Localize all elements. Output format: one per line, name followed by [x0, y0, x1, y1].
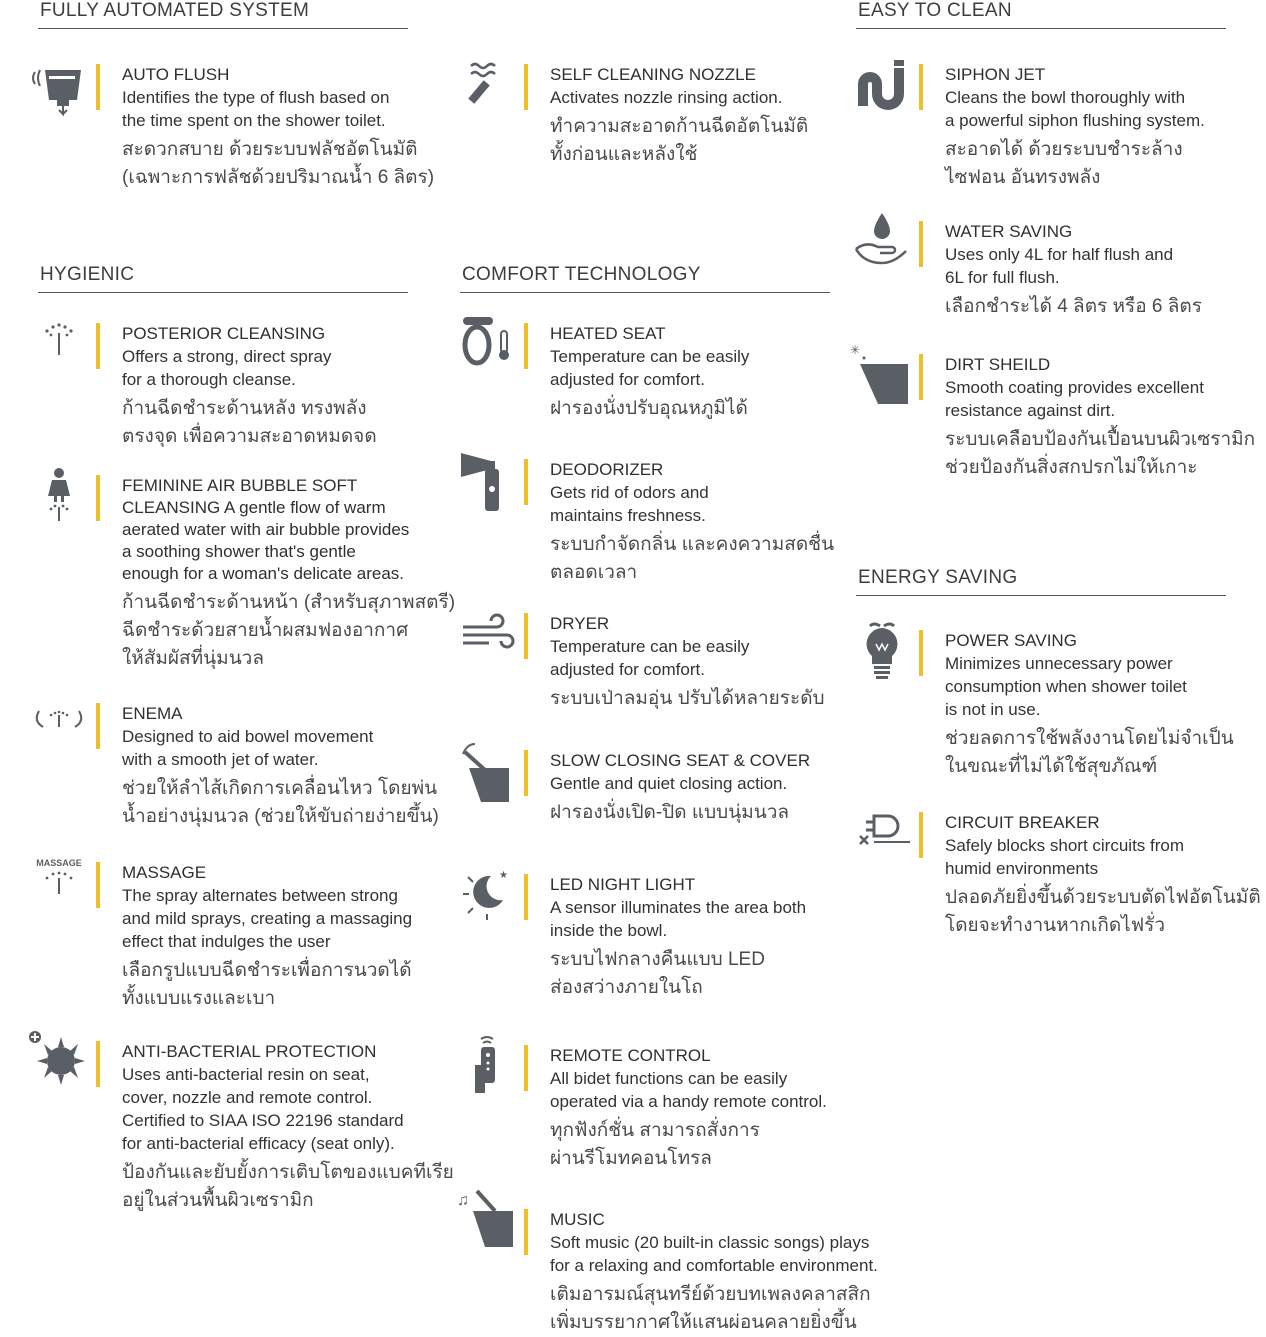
- feature-desc: Temperature can be easily adjusted for comfort.: [550, 347, 750, 389]
- slow-close-icon: [455, 740, 519, 804]
- feature-thai: ช่วยให้ลำไส้เกิดการเคลื่อนไหว โดยพ่น น้ำอย่างนุ่มนวล (ช่วยให้ขับถ่ายง่ายขึ้น): [122, 778, 439, 827]
- accent-bar: [919, 812, 923, 858]
- feature-water-saving: [945, 221, 1202, 321]
- massage-icon-label: MASSAGE: [36, 858, 82, 868]
- feature-dirt-shield: [850, 344, 1256, 482]
- feature-massage: [36, 858, 413, 1013]
- feature-title: WATER SAVING: [945, 222, 1073, 241]
- feature-circuit-breaker: [945, 812, 1261, 940]
- feature-title: DEODORIZER: [550, 460, 664, 479]
- svg-text:★: ★: [499, 870, 508, 881]
- remote-control-icon: [455, 1035, 519, 1099]
- wind-icon: [455, 603, 519, 667]
- feature-thai: เติมอารมณ์สุนทรีย์ด้วยบทเพลงคลาสสิก เพิ่มบรรยากาศให้แสนผ่อนคลายยิ่งขึ้น: [550, 1284, 871, 1333]
- massage-spray-icon: [27, 852, 91, 916]
- section-comfort: COMFORT TECHNOLOGY: [462, 264, 701, 285]
- feature-dryer: [550, 613, 825, 713]
- feature-title: REMOTE CONTROL: [550, 1046, 711, 1065]
- feature-desc: All bidet functions can be easily operated via a handy remote control.: [550, 1069, 827, 1111]
- spray-icon: [27, 313, 91, 377]
- feature-thai: ฝารองนั่งปรับอุณหภูมิได้: [550, 398, 748, 419]
- feature-desc: Uses only 4L for half flush and 6L for full flush.: [945, 245, 1174, 287]
- feature-desc: Identifies the type of flush based on the time spent on the shower toilet.: [122, 88, 390, 130]
- feature-desc: Minimizes unnecessary power consumption when shower toilet is not in use.: [945, 654, 1187, 719]
- feature-antibacterial: [122, 1041, 454, 1215]
- feature-thai: ทำความสะอาดก้านฉีดอัตโนมัติ ทั้งก่อนและหลังใช้: [550, 116, 809, 165]
- accent-bar: [96, 1041, 100, 1087]
- bulb-icon: [850, 620, 914, 684]
- feature-thai: ระบบกำจัดกลิ่น และคงความสดชื่น ตลอดเวลา: [550, 534, 835, 583]
- feature-desc: Offers a strong, direct spray for a thorough cleanse.: [122, 347, 332, 389]
- accent-bar: [524, 1045, 528, 1091]
- feature-desc: Soft music (20 built-in classic songs) plays for a relaxing and comfortable environment.: [550, 1233, 878, 1275]
- toilet-shine-icon: [850, 344, 914, 408]
- accent-bar: [524, 64, 528, 110]
- water-drop-hand-icon: [850, 211, 914, 275]
- feature-desc: Designed to aid bowel movement with a smooth jet of water.: [122, 727, 374, 769]
- feature-title: ENEMA: [122, 704, 183, 723]
- feature-title: SELF CLEANING NOZZLE: [550, 65, 756, 84]
- accent-bar: [96, 64, 100, 110]
- feature-title: DIRT SHEILD: [945, 355, 1051, 374]
- feature-desc: Cleans the bowl thoroughly with a powerful siphon flushing system.: [945, 88, 1205, 130]
- heated-seat-icon: [455, 313, 519, 377]
- woman-spray-icon: [27, 465, 91, 529]
- divider: [856, 28, 1226, 29]
- feature-desc: Gentle and quiet closing action.: [550, 774, 788, 793]
- feature-desc: Temperature can be easily adjusted for comfort.: [550, 637, 750, 679]
- divider: [38, 292, 408, 293]
- moon-icon: [455, 864, 519, 928]
- feature-enema: [122, 703, 439, 831]
- feature-remote: [550, 1045, 827, 1173]
- enema-icon: [27, 693, 91, 757]
- feature-desc: Smooth coating provides excellent resistance against dirt.: [945, 378, 1204, 420]
- feature-thai: สะดวกสบาย ด้วยระบบฟลัชอัตโนมัติ (เฉพาะการฟลัชด้วยปริมาณน้ำ 6 ลิตร): [122, 139, 435, 188]
- feature-thai: ระบบเป่าลมอุ่น ปรับได้หลายระดับ: [550, 688, 825, 709]
- feature-desc: Activates nozzle rinsing action.: [550, 88, 783, 107]
- accent-bar: [919, 630, 923, 676]
- feature-thai: สะอาดได้ ด้วยระบบชำระล้าง ไซฟอน อันทรงพลัง: [945, 139, 1183, 188]
- feature-thai: ระบบเคลือบป้องกันเปื้อนบนผิวเซรามิก ช่วยป้องกันสิ่งสกปรกไม่ให้เกาะ: [945, 429, 1256, 478]
- divider: [856, 595, 1226, 596]
- feature-thai: ป้องกันและยับยั้งการเติบโตของแบคทีเรีย อยู่ในส่วนพื้นผิวเซรามิก: [122, 1162, 454, 1211]
- feature-slow-closing: [550, 750, 810, 827]
- feature-title: HEATED SEAT: [550, 324, 666, 343]
- feature-title: POWER SAVING: [945, 631, 1077, 650]
- accent-bar: [524, 750, 528, 796]
- feature-desc: Uses anti-bacterial resin on seat, cover, nozzle and remote control. Certified to SIAA ISO 22196 standard for anti-bacterial efficacy (seat only).: [122, 1065, 404, 1153]
- divider: [460, 292, 830, 293]
- anti-bacteria-icon: [27, 1031, 91, 1095]
- toilet-flush-icon: [27, 54, 91, 118]
- feature-siphon: [945, 64, 1205, 192]
- feature-feminine: [122, 475, 455, 673]
- accent-bar: [919, 354, 923, 400]
- plug-icon: [850, 802, 914, 866]
- accent-bar: [96, 323, 100, 369]
- feature-thai: ปลอดภัยยิ่งขึ้นด้วยระบบตัดไฟอัตโนมัติ โดยจะทำงานหากเกิดไฟรั่ว: [945, 887, 1261, 936]
- feature-desc: The spray alternates between strong and mild sprays, creating a massaging effect that indulges the user: [122, 886, 413, 951]
- feature-thai: เลือกรูปแบบฉีดชำระเพื่อการนวดได้ ทั้งแบบแรงและเบา: [122, 960, 412, 1009]
- feature-desc: Safely blocks short circuits from humid environments: [945, 836, 1185, 878]
- deodorizer-spray-icon: [455, 449, 519, 513]
- feature-title: MASSAGE: [122, 863, 207, 882]
- feature-thai: ก้านฉีดชำระด้านหลัง ทรงพลัง ตรงจุด เพื่อความสะอาดหมดจด: [122, 398, 377, 447]
- divider: [38, 28, 408, 29]
- feature-desc: Gets rid of odors and maintains freshness.: [550, 483, 709, 525]
- accent-bar: [919, 64, 923, 110]
- accent-bar: [524, 613, 528, 659]
- accent-bar: [524, 459, 528, 505]
- feature-title: MUSIC: [550, 1210, 605, 1229]
- feature-thai: ก้านฉีดชำระด้านหน้า (สำหรับสุภาพสตรี) ฉีดชำระด้วยสายน้ำผสมฟองอากาศ ให้สัมผัสที่นุ่มนวล: [122, 592, 456, 669]
- feature-title: POSTERIOR CLEANSING: [122, 324, 326, 343]
- feature-thai: ช่วยลดการใช้พลังงานโดยไม่จำเป็น ในขณะที่ไม่ได้ใช้สุขภัณฑ์: [945, 728, 1234, 777]
- feature-posterior: [122, 323, 377, 451]
- feature-title: ANTI-BACTERIAL PROTECTION: [122, 1042, 377, 1061]
- feature-music: [457, 1192, 878, 1337]
- section-easy-to-clean: EASY TO CLEAN: [858, 0, 1012, 21]
- accent-bar: [524, 874, 528, 920]
- svg-text:♫: ♫: [457, 1192, 469, 1209]
- accent-bar: [524, 323, 528, 369]
- feature-deodorizer: [550, 459, 834, 587]
- feature-thai: ทุกฟังก์ชั่น สามารถสั่งการ ผ่านรีโมทคอนโทรล: [550, 1120, 760, 1169]
- nozzle-icon: [455, 54, 519, 118]
- accent-bar: [524, 1209, 528, 1255]
- feature-night-light: [499, 870, 807, 1002]
- feature-self-cleaning: [550, 64, 808, 169]
- section-hygienic: HYGIENIC: [40, 264, 135, 285]
- siphon-jet-icon: [850, 54, 914, 118]
- feature-desc: A sensor illuminates the area both inside the bowl.: [550, 898, 807, 940]
- accent-bar: [96, 862, 100, 908]
- feature-title: CIRCUIT BREAKER: [945, 813, 1100, 832]
- feature-title: SIPHON JET: [945, 65, 1046, 84]
- section-energy: ENERGY SAVING: [858, 567, 1018, 588]
- svg-text:✳: ✳: [850, 344, 861, 357]
- feature-thai: ฝารองนั่งเปิด-ปิด แบบนุ่มนวล: [550, 802, 790, 823]
- feature-thai: ระบบไฟกลางคืนแบบ LED ส่องสว่างภายในโถ: [550, 949, 765, 998]
- section-fully-automated: FULLY AUTOMATED SYSTEM: [40, 0, 310, 21]
- feature-title: FEMININE AIR BUBBLE SOFT CLEANSING A gentle flow of warm aerated water with air bubble provides a soothing shower that's gentle enough for a woman's delicate areas.: [122, 476, 410, 583]
- music-icon: [455, 1187, 519, 1251]
- feature-thai: เลือกชำระได้ 4 ลิตร หรือ 6 ลิตร: [945, 296, 1202, 317]
- feature-title: DRYER: [550, 614, 610, 633]
- accent-bar: [96, 475, 100, 521]
- feature-heated-seat: [550, 323, 749, 423]
- feature-power-saving: [945, 630, 1234, 781]
- feature-title: LED NIGHT LIGHT: [550, 875, 696, 894]
- feature-auto-flush: [122, 64, 434, 192]
- accent-bar: [919, 221, 923, 267]
- accent-bar: [96, 703, 100, 749]
- feature-title: AUTO FLUSH: [122, 65, 230, 84]
- feature-title: SLOW CLOSING SEAT & COVER: [550, 751, 811, 770]
